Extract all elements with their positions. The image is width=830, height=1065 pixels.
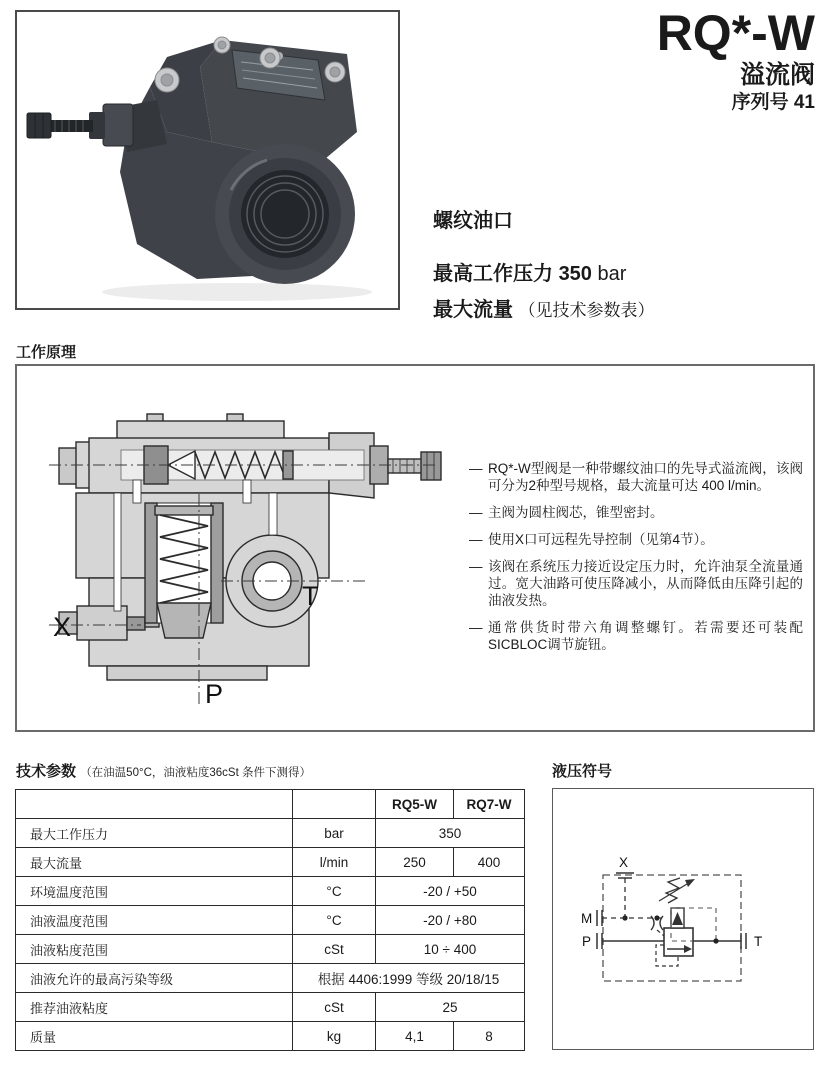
list-item xyxy=(469,558,803,609)
row-label: 最大流量 xyxy=(16,848,293,877)
bullet-text: 使用X口可远程先导控制（见第4节）。 xyxy=(488,532,714,547)
table-row xyxy=(16,1022,525,1051)
bullet-text: 该阀在系统压力接近设定压力时，允许油泵全流量通过。宽大油路可使压降减小，从而降低由压降引起的油液发热。 xyxy=(488,559,803,608)
bullet-dash: — xyxy=(469,620,483,635)
table-row xyxy=(16,906,525,935)
row-value: 25 xyxy=(376,993,525,1022)
symbol-label-t: T xyxy=(754,934,763,949)
flow-note: （见技术参数表） xyxy=(518,301,655,320)
symbol-section-title: 液压符号 xyxy=(552,763,613,780)
cross-section-label-t: T xyxy=(302,581,319,611)
symbol-label-p: P xyxy=(582,934,592,949)
table-header-row xyxy=(16,790,525,819)
list-item xyxy=(469,531,803,548)
row-value: -20 / +50 xyxy=(376,877,525,906)
specs-section-title xyxy=(16,760,311,781)
table-row xyxy=(16,964,525,993)
row-label: 油液温度范围 xyxy=(16,906,293,935)
row-label: 油液粘度范围 xyxy=(16,935,293,964)
hydraulic-symbol-diagram xyxy=(553,789,812,1048)
symbol-box xyxy=(552,788,814,1050)
cross-section-label-x: X xyxy=(53,612,72,642)
ports-label: 螺纹油口 xyxy=(433,210,513,232)
row-value-rq5: 250 xyxy=(376,848,454,877)
header-empty-cell xyxy=(16,790,293,819)
row-value: -20 / +80 xyxy=(376,906,525,935)
principle-box xyxy=(15,364,815,732)
bullet-dash: — xyxy=(469,461,483,476)
product-photo xyxy=(17,12,398,308)
row-value: 350 xyxy=(376,819,525,848)
max-pressure-line xyxy=(433,257,655,286)
row-unit: cSt xyxy=(293,993,376,1022)
intro-block xyxy=(433,204,655,322)
max-flow-line xyxy=(433,293,655,322)
row-value: 根据 4406:1999 等级 20/18/15 xyxy=(293,964,525,993)
list-item xyxy=(469,504,803,521)
flow-label: 最大流量 xyxy=(433,299,513,321)
column-header-rq5: RQ5-W xyxy=(376,790,454,819)
row-value: 10 ÷ 400 xyxy=(376,935,525,964)
row-unit: kg xyxy=(293,1022,376,1051)
list-item xyxy=(469,619,803,653)
list-item xyxy=(469,460,803,494)
symbol-label-x: X xyxy=(619,855,629,870)
title-block xyxy=(657,6,815,114)
principle-bullets xyxy=(469,460,803,653)
row-label: 质量 xyxy=(16,1022,293,1051)
symbol-label-m: M xyxy=(581,911,593,926)
row-value-rq7: 8 xyxy=(454,1022,525,1051)
pressure-value: 350 xyxy=(558,263,592,285)
row-unit: cSt xyxy=(293,935,376,964)
table-row xyxy=(16,877,525,906)
pressure-unit: bar xyxy=(597,263,627,285)
row-unit: bar xyxy=(293,819,376,848)
row-label: 油液允许的最高污染等级 xyxy=(16,964,293,993)
specs-title-text: 技术参数 xyxy=(16,763,77,780)
model-title: RQ*-W xyxy=(656,5,815,61)
row-unit: °C xyxy=(293,906,376,935)
specs-table xyxy=(15,789,525,1051)
row-label: 最大工作压力 xyxy=(16,819,293,848)
bullet-dash: — xyxy=(469,532,483,547)
specs-note: （在油温50°C，油液粘度36cSt 条件下测得） xyxy=(80,767,311,779)
valve-type: 溢流阀 xyxy=(739,61,815,89)
cross-section-label-p: P xyxy=(205,679,224,709)
product-photo-frame xyxy=(15,10,400,310)
pressure-label: 最高工作压力 xyxy=(433,263,553,285)
table-row xyxy=(16,848,525,877)
row-value-rq5: 4,1 xyxy=(376,1022,454,1051)
row-value-rq7: 400 xyxy=(454,848,525,877)
row-label: 推荐油液粘度 xyxy=(16,993,293,1022)
bullet-dash: — xyxy=(469,559,483,574)
row-unit: °C xyxy=(293,877,376,906)
bullet-dash: — xyxy=(469,505,483,520)
table-row xyxy=(16,993,525,1022)
bullet-text: 主阀为圆柱阀芯，锥型密封。 xyxy=(488,505,664,520)
table-row xyxy=(16,935,525,964)
table-row xyxy=(16,819,525,848)
row-unit: l/min xyxy=(293,848,376,877)
row-label: 环境温度范围 xyxy=(16,877,293,906)
bullet-text: 通常供货时带六角调整螺钉。若需要还可装配SICBLOC调节旋钮。 xyxy=(488,620,803,652)
series-number: 序列号 41 xyxy=(731,92,815,113)
bullet-text: RQ*-W型阀是一种带螺纹油口的先导式溢流阀，该阀可分为2种型号规格，最大流量可达 400 l/min。 xyxy=(488,461,803,493)
cross-section-diagram xyxy=(29,376,453,726)
column-header-rq7: RQ7-W xyxy=(454,790,525,819)
principle-section-title: 工作原理 xyxy=(16,344,77,361)
header-empty-cell xyxy=(293,790,376,819)
